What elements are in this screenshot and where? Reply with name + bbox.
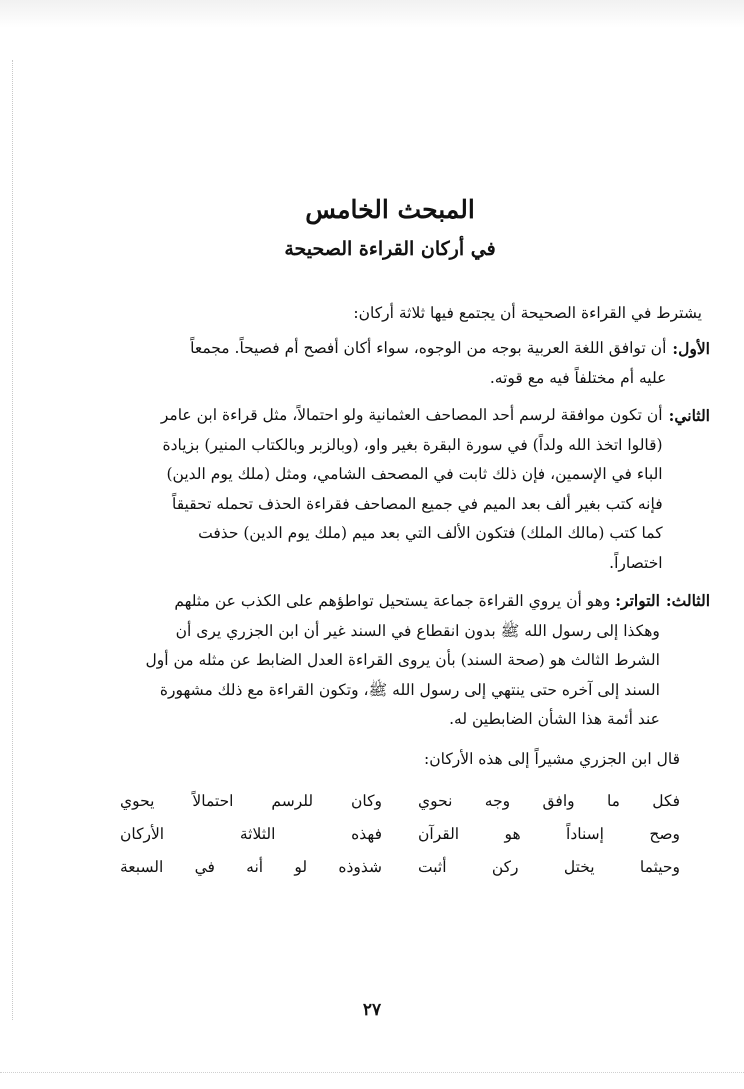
page-number: ٢٧ xyxy=(362,1000,382,1020)
text-line: الباء في الإسمين، فإن ذلك ثابت في المصحف الشامي، ومثل (ملك يوم الدين) xyxy=(166,465,663,483)
text-line-rest: وهو أن يروي القراءة جماعة يستحيل تواطؤهم على الكذب عن مثلهم xyxy=(174,592,611,610)
condition-first xyxy=(70,334,710,393)
poem xyxy=(120,785,680,884)
verse-second-hemistich: وكان للرسم احتمالاً يحوي xyxy=(120,791,382,810)
verse-second-hemistich: فهذه الثلاثة الأركان xyxy=(120,824,382,843)
poem-intro: قال ابن الجزري مشيراً إلى هذه الأركان: xyxy=(424,749,680,768)
scan-dots-left xyxy=(12,60,14,1020)
section-title: المبحث الخامس xyxy=(305,195,475,224)
text-line: أن تكون موافقة لرسم أحد المصاحف العثمانية ولو احتمالاً، مثل قراءة ابن عامر xyxy=(160,406,663,424)
text-line: (قالوا اتخذ الله ولداً) في سورة البقرة بغير واو، (وبالزبر وبالكتاب المنير) بزيادة xyxy=(162,435,663,454)
page-content xyxy=(70,195,710,884)
text-line: وهكذا إلى رسول الله ﷺ بدون انقطاع في السند غير أن ابن الجزري يرى أن xyxy=(175,621,660,640)
verse xyxy=(120,785,680,818)
text-line xyxy=(70,586,660,617)
condition-text xyxy=(70,586,660,735)
verse-first-hemistich: وحيثما يختل ركن أثبت xyxy=(418,857,680,876)
condition-label: الأول: xyxy=(672,339,710,358)
section-subtitle: في أركان القراءة الصحيحة xyxy=(284,238,496,260)
text-line: الشرط الثالث هو (صحة السند) بأن يروى القراءة العدل الضابط عن مثله من أول xyxy=(145,651,660,669)
condition-label: الثاني: xyxy=(668,406,710,425)
scan-shadow-top xyxy=(0,0,744,28)
condition-text xyxy=(70,401,663,578)
verse-first-hemistich: فكل ما وافق وجه نحوي xyxy=(418,791,680,810)
condition-second xyxy=(70,401,710,578)
verse xyxy=(120,818,680,851)
condition-label: الثالث: xyxy=(665,591,710,610)
text-line: عند أئمة هذا الشأن الضابطين له. xyxy=(449,710,660,728)
verse-second-hemistich: شذوذه لو أنه في السبعة xyxy=(120,857,382,876)
verse xyxy=(120,851,680,884)
text-line: اختصاراً. xyxy=(609,553,663,572)
scan-dots-bottom xyxy=(0,1072,744,1073)
text-line: عليه أم مختلفاً فيه مع قوته. xyxy=(489,368,667,387)
intro-paragraph: يشترط في القراءة الصحيحة أن يجتمع فيها ثلاثة أركان: xyxy=(353,304,702,322)
condition-lead-term: التواتر: xyxy=(615,591,660,610)
text-line: فإنه كتب بغير ألف بعد الميم في جميع المصاحف فقراءة الحذف تحمله تحقيقاً xyxy=(171,494,663,513)
verse-first-hemistich: وصح إسناداً هو القرآن xyxy=(418,824,680,843)
condition-text xyxy=(70,334,666,393)
text-line: كما كتب (مالك الملك) فتكون الألف التي بعد ميم (ملك يوم الدين) حذفت xyxy=(198,524,663,542)
condition-third xyxy=(70,586,710,735)
text-line: أن توافق اللغة العربية بوجه من الوجوه، سواء أكان أفصح أم فصيحاً. مجمعاً xyxy=(190,339,667,357)
text-line: السند إلى آخره حتى ينتهي إلى رسول الله ﷺ، وتكون القراءة مع ذلك مشهورة xyxy=(159,680,660,699)
